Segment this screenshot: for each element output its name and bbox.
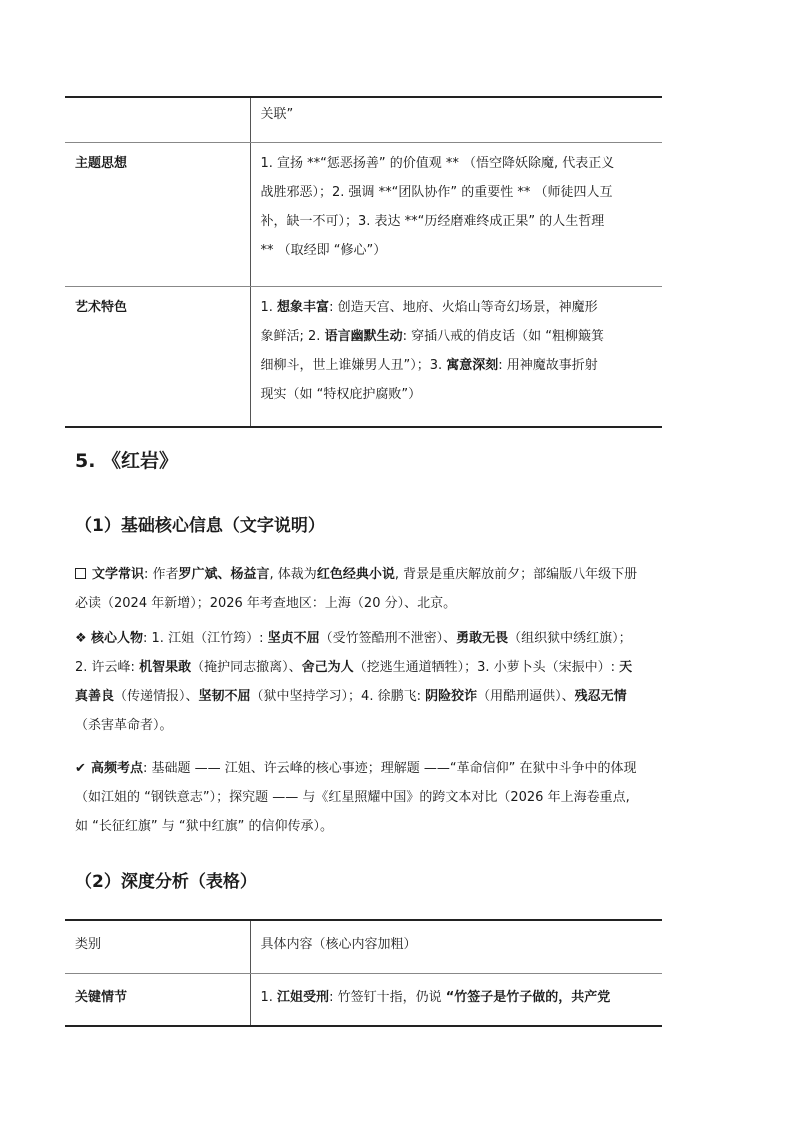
- checkmark-bullet-icon: ✔: [75, 761, 86, 776]
- table-header-row: [65, 920, 662, 973]
- art-content: [250, 286, 662, 427]
- deep-analysis-table: [65, 919, 662, 1027]
- row-label-art: 艺术特色: [75, 299, 128, 315]
- table-row-theme: [65, 142, 662, 286]
- paragraph-exam-points: ✔ 高频考点: 基础题 —— 江姐、许云峰的核心事迹；理解题 ——“革命信仰” 在狱中斗争中的体现 （如江姐的 “钢铁意志”）；探究题 —— 与《红星照耀中国》的跨文本对比（2026 年上海卷重点, 如 “长征红旗” 与 “狱中红旗” 的信仰传承）。: [75, 754, 727, 841]
- table-row: [65, 97, 662, 142]
- art-line: 细柳斗，世上谁嫌男人丑”）；3. 寓意深刻: 用神魔故事折射: [260, 357, 598, 373]
- paragraph-core-characters: ❖ 核心人物: 1. 江姐（江竹筠）: 坚贞不屈（受竹签酷刑不泄密）、勇敢无畏（组织狱中绣红旗）； 2. 许云峰: 机智果敢（掩护同志撤离）、舍己为人（挖逃生通道牺牲）；3. 小萝卜头（宋振中）: 天 真善良（传递情报）、坚韧不屈（狱中坚持学习）；4. 徐鹏飞: 阴险狡诈（用酷刑逼供）、残忍无情 （杀害革命者）。: [75, 624, 727, 740]
- header-category: 类别: [65, 920, 250, 973]
- diamond-bullet-icon: ❖: [75, 631, 87, 646]
- subsection-title-basic-info: （1）基础核心信息（文字说明）: [75, 516, 325, 536]
- key-plot-content: 1. 江姐受刑: 竹签钉十指，仍说 “竹签子是竹子做的，共产党: [250, 973, 662, 1026]
- table-cell-continuation: 关联”: [250, 97, 662, 142]
- art-line: 现实（如 “特权庇护腐败”）: [260, 386, 422, 402]
- paragraph-literary-knowledge: 文学常识: 作者罗广斌、杨益言, 体裁为红色经典小说, 背景是重庆解放前夕；部编版八年级下册 必读（2024 年新增）；2026 年考查地区：上海（20 分）、北京。: [75, 567, 638, 611]
- table-row-art: [65, 286, 662, 427]
- novel-analysis-table-continued: [65, 96, 662, 428]
- theme-line: 战胜邪恶）；2. 强调 **“团队协作” 的重要性 ** （师徒四人互: [260, 184, 613, 200]
- row-label-theme: 主题思想: [65, 142, 250, 286]
- theme-line: 1. 宣扬 **“惩恶扬善” 的价值观 ** （悟空降妖除魔, 代表正义: [260, 155, 615, 171]
- theme-line: ** （取经即 “修心”）: [260, 242, 387, 258]
- checkbox-bullet-icon: [75, 568, 86, 579]
- header-content: 具体内容（核心内容加粗）: [250, 920, 662, 973]
- subsection-title-deep-analysis: （2）深度分析（表格）: [75, 872, 257, 892]
- table-row-key-plot: [65, 973, 662, 1026]
- theme-content: [250, 142, 662, 286]
- theme-line: 补，缺一不可）；3. 表达 **“历经磨难终成正果” 的人生哲理: [260, 213, 605, 229]
- art-line: 1. 想象丰富: 创造天宫、地府、火焰山等奇幻场景，神魔形: [260, 299, 598, 315]
- section-title: 5. 《红岩》: [75, 450, 179, 472]
- art-line: 象鲜活; 2. 语言幽默生动: 穿插八戒的俏皮话（如 “粗柳簸箕: [260, 328, 604, 344]
- row-label-key-plot: 关键情节: [75, 989, 128, 1005]
